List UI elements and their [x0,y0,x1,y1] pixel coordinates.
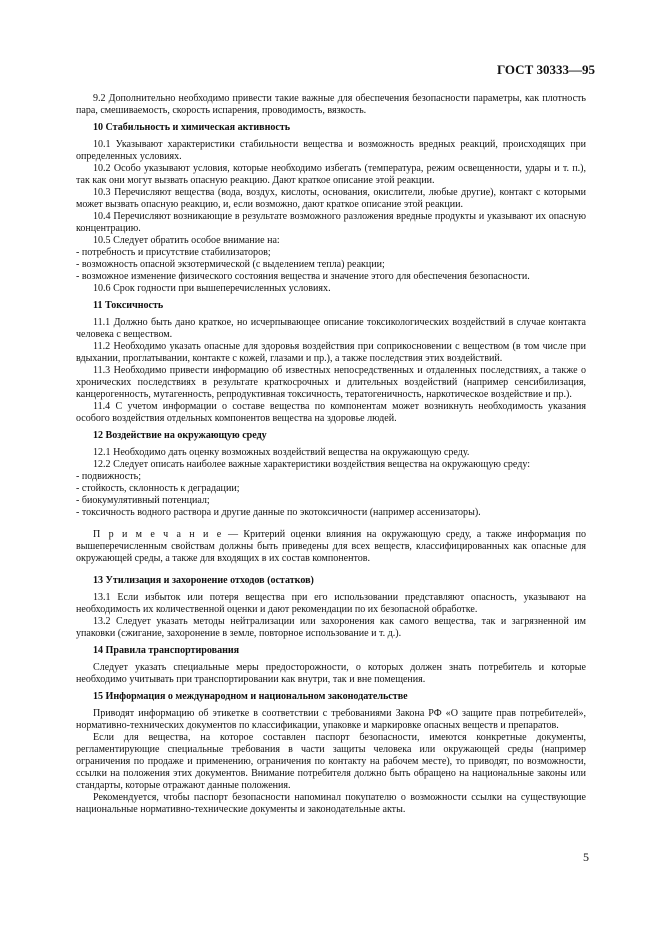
note-text: — Критерий оценки влияния на окружающую среду, а также информация по вышеперечисленным свойствам должны быть приведены для всех веществ, классифицированных как опасные для окружающей среды, а также для входящих в их состав компонентов. [76,529,586,564]
list-item: - стойкость, склонность к деградации; [76,483,240,494]
list-item: - биокумулятивный потенциал; [76,495,210,506]
list-item: - возможность опасной экзотермической (с выделением тепла) реакции; [76,259,385,270]
list-item: - токсичность водного раствора и другие данные по экотоксичности (например ассенизаторы). [76,507,481,518]
paragraph-10-5: 10.5 Следует обратить особое внимание на: [93,235,280,246]
section-heading-10: 10 Стабильность и химическая активность [93,122,291,133]
paragraph-10-6: 10.6 Срок годности при вышеперечисленных условиях. [93,283,331,294]
paragraph-10-1: 10.1 Указывают характеристики стабильности вещества и возможность вредных реакций, происходящих при определенных условиях. [76,139,586,162]
page-number: 5 [583,850,589,864]
list-item: - возможное изменение физического состояния вещества и значение этого для обеспечения безопасности. [76,271,530,282]
standard-header: ГОСТ 30333—95 [496,62,595,77]
paragraph-13-2: 13.2 Следует указать методы нейтрализации или захоронения как самого вещества, так и загрязненной им упаковки (сжигание, захоронение в земле, повторное использование и т. д.). [76,616,586,639]
paragraph-13-1: 13.1 Если избыток или потеря вещества при его использовании представляют опасность, указывают на необходимость их количественной оценки и дают рекомендации по их безопасной обработке. [76,592,586,615]
paragraph-9-2: 9.2 Дополнительно необходимо привести такие важные для обеспечения безопасности параметры, как плотность пара, смешиваемость, скорость испарения, проводимость, вязкость. [76,93,586,116]
section-heading-14: 14 Правила транспортирования [93,645,240,656]
paragraph-14: Следует указать специальные меры предосторожности, о которых должен знать потребитель и которые необходимо учитывать при транспортировании как внутри, так и вне помещения. [76,662,586,685]
paragraph-11-1: 11.1 Должно быть дано краткое, но исчерпывающее описание токсикологических воздействий в случае контакта человека с веществом. [76,317,586,340]
section-heading-12: 12 Воздействие на окружающую среду [93,430,267,441]
note [76,529,586,565]
paragraph-10-4: 10.4 Перечисляют возникающие в результате возможного разложения вредные продукты и указывают их опасную концентрацию. [76,211,586,234]
paragraph-15-2: Если для вещества, на которое составлен паспорт безопасности, имеются конкретные документы, регламентирующие специальные требования в части защиты человека или окружающей среды (например ограничения по продаже и применению, ограничения по контакту на рабочем месте), то приводят, по возможности, ссылки на положения этих документов. Внимание потребителя должно быть обращено на национальные законы или стандарты, которые отражают данные положения. [76,732,586,791]
section-heading-13: 13 Утилизация и захоронение отходов (остатков) [93,575,314,586]
paragraph-11-2: 11.2 Необходимо указать опасные для здоровья воздействия при соприкосновении с веществом (в том числе при вдыхании, проглатывании, контакте с кожей, глазами и пр.), а также последствия этих воздействий. [76,341,586,364]
paragraph-12-1: 12.1 Необходимо дать оценку возможных воздействий вещества на окружающую среду. [93,447,470,458]
list-item: - потребность и присутствие стабилизаторов; [76,247,271,258]
note-label: П р и м е ч а н и е [93,529,223,540]
list-item: - подвижность; [76,471,142,482]
paragraph-15-1: Приводят информацию об этикетке в соответствии с требованиями Закона РФ «О защите прав потребителей», нормативно-технических документов по классификации, упаковке и маркировке опасных веществ и препаратов. [76,708,586,731]
section-heading-11: 11 Токсичность [93,300,164,311]
paragraph-11-4: 11.4 С учетом информации о составе вещества по компонентам может возникнуть необходимость указания особого воздействия отдельных компонентов вещества на здоровье людей. [76,401,586,424]
document-body [76,93,586,816]
paragraph-10-3: 10.3 Перечисляют вещества (вода, воздух, кислоты, основания, окислители, любые другие), контакт с которыми может вызвать опасную реакцию, и, если возможно, дают краткое описание этой реакции. [76,187,586,210]
paragraph-10-2: 10.2 Особо указывают условия, которые необходимо избегать (температура, режим освещенности, удары и т. п.), так как они могут вызвать опасную реакцию. Дают краткое описание этой реакции. [76,163,586,186]
paragraph-15-3: Рекомендуется, чтобы паспорт безопасности напоминал покупателю о возможности ссылки на существующие национальные нормативно-технические документы и законодательные акты. [76,792,586,815]
paragraph-11-3: 11.3 Необходимо привести информацию об известных непосредственных и отдаленных последствиях, а также о хронических последствиях в результате краткосрочных и длительных воздействий (например сенсибилизация, канцерогенность, мутагенность, репродуктивная токсичность, тератогеничность, наркотическое воздействие и пр.). [76,365,586,400]
section-heading-15: 15 Информация о международном и национальном законодательстве [93,691,408,702]
paragraph-12-2: 12.2 Следует описать наиболее важные характеристики воздействия вещества на окружающую среду: [93,459,531,470]
